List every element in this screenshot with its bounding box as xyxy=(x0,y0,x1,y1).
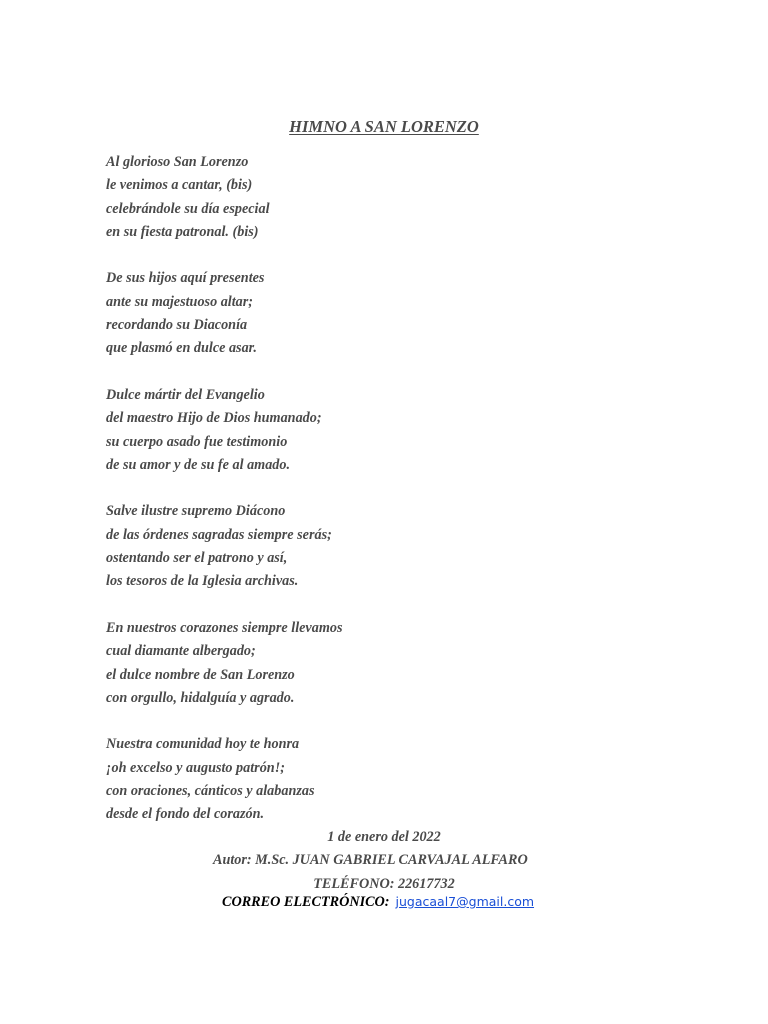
phone-line: TELÉFONO: 22617732 xyxy=(313,876,455,892)
poem-line: ante su majestuoso altar; xyxy=(106,293,254,310)
poem-line: celebrándole su día especial xyxy=(106,200,270,217)
poem-line: de su amor y de su fe al amado. xyxy=(106,456,291,473)
stanza-6 xyxy=(106,733,666,826)
poem-body xyxy=(106,151,666,827)
stanza-4 xyxy=(106,500,666,593)
author-line: Autor: M.Sc. JUAN GABRIEL CARVAJAL ALFARO xyxy=(213,852,528,868)
poem-line: que plasmó en dulce asar. xyxy=(106,340,257,357)
document-title: HIMNO A SAN LORENZO xyxy=(289,117,479,136)
poem-line: con orgullo, hidalguía y agrado. xyxy=(106,689,295,706)
poem-line: Salve ilustre supremo Diácono xyxy=(106,503,286,520)
email-row xyxy=(222,892,534,912)
stanza-1 xyxy=(106,151,666,244)
poem-line: Dulce mártir del Evangelio xyxy=(106,386,265,403)
poem-line: con oraciones, cánticos y alabanzas xyxy=(106,783,315,800)
poem-line: del maestro Hijo de Dios humanado; xyxy=(106,410,322,427)
poem-line: el dulce nombre de San Lorenzo xyxy=(106,666,295,683)
poem-line: cual diamante albergado; xyxy=(106,643,256,660)
poem-line: de las órdenes sagradas siempre serás; xyxy=(106,526,332,543)
poem-line: ostentando ser el patrono y así, xyxy=(106,550,288,567)
poem-line: su cuerpo asado fue testimonio xyxy=(106,433,288,450)
poem-line: desde el fondo del corazón. xyxy=(106,806,265,823)
stanza-2 xyxy=(106,267,666,360)
stanza-3 xyxy=(106,384,666,477)
poem-line: En nuestros corazones siempre llevamos xyxy=(106,619,343,636)
poem-line: De sus hijos aquí presentes xyxy=(106,270,265,287)
email-link[interactable]: jugacaal7@gmail.com xyxy=(395,894,535,909)
poem-line: en su fiesta patronal. (bis) xyxy=(106,223,259,240)
stanza-5 xyxy=(106,617,666,710)
poem-line: Nuestra comunidad hoy te honra xyxy=(106,736,300,753)
poem-line: ¡oh excelso y augusto patrón!; xyxy=(106,759,285,776)
poem-line: Al glorioso San Lorenzo xyxy=(106,154,249,170)
document-date: 1 de enero del 2022 xyxy=(327,829,441,845)
email-label: CORREO ELECTRÓNICO: xyxy=(222,894,390,910)
poem-line: recordando su Diaconía xyxy=(106,317,248,334)
poem-line: los tesoros de la Iglesia archivas. xyxy=(106,573,299,590)
poem-line: le venimos a cantar, (bis) xyxy=(106,177,253,194)
